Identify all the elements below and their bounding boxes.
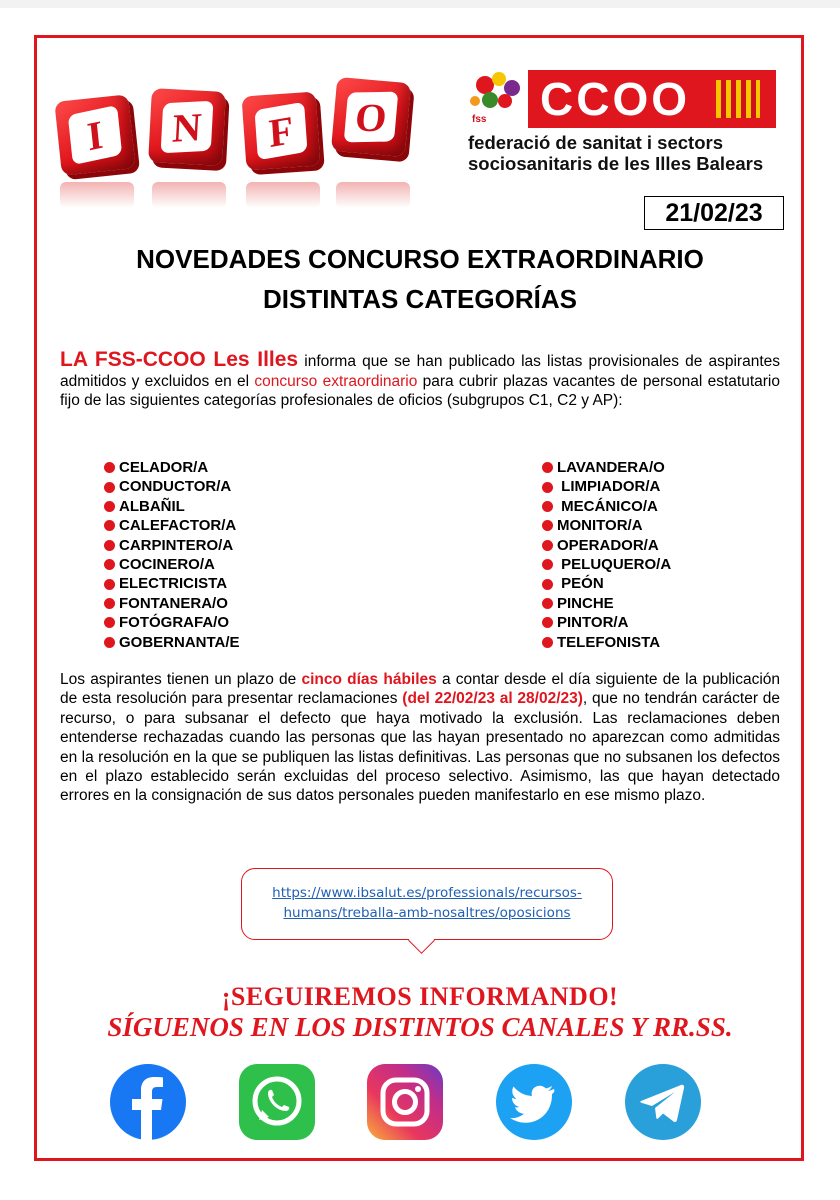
- list-item: [104, 536, 240, 555]
- category-label: LIMPIADOR/A: [557, 478, 661, 496]
- flower-logo-icon: [468, 70, 526, 132]
- notice-text-1: Los aspirantes tienen un plazo de: [60, 671, 302, 688]
- bullet-dot-icon: [104, 617, 115, 628]
- list-item: [542, 477, 671, 496]
- info-die-f: [242, 92, 321, 171]
- ibsalut-link[interactable]: [242, 883, 612, 923]
- intro-paragraph: [60, 350, 780, 411]
- categories-right-list: [542, 458, 671, 652]
- intro-text-2: para cubrir plazas vacantes de personal estatutario fijo de las siguientes categorías profesionales de oficios (subgrupos C1, C2 y AP):: [60, 372, 780, 409]
- bullet-dot-icon: [104, 462, 115, 473]
- balearic-flag-icon: [716, 80, 760, 118]
- list-item: [542, 633, 671, 652]
- org-line-2: sociosanitaris de les Illes Balears: [468, 153, 764, 174]
- list-item: [104, 458, 240, 477]
- category-label: FONTANERA/O: [119, 594, 228, 612]
- list-item: [542, 594, 671, 613]
- facebook-icon[interactable]: [108, 1062, 188, 1142]
- list-item: [542, 497, 671, 516]
- category-label: ALBAÑIL: [119, 497, 185, 515]
- bullet-dot-icon: [542, 482, 553, 493]
- bullet-dot-icon: [104, 520, 115, 531]
- bullet-dot-icon: [104, 598, 115, 609]
- intro-highlight: concurso extraordinario: [254, 372, 418, 390]
- category-label: GOBERNANTA/E: [119, 633, 240, 651]
- category-label: PINCHE: [557, 594, 614, 612]
- category-label: FOTÓGRAFA/O: [119, 614, 229, 632]
- notice-text-3: , que no tendrán carácter de recurso, o para subsanar el defecto que haya motivado la exclusión. Las reclamaciones deben entenderse rechazadas cuando las personas que las hayan presentado no aparezcan como admitidas en la resolución en la que se publiquen las listas definitivas. Las personas que no subsanen los defectos en el plazo establecido serán excluidas del proceso selectivo. Asimismo, las que hayan detectado errores en la consignación de sus datos personales pueden manifestarlo en ese mismo plazo.: [60, 690, 781, 805]
- link-line-2[interactable]: humans/treballa-amb-nosaltres/oposicions: [283, 905, 571, 921]
- slogan-follow-us: SÍGUENOS EN LOS DISTINTOS CANALES Y RR.SS.: [107, 1012, 733, 1042]
- category-label: CELADOR/A: [119, 459, 209, 476]
- organization-name: [468, 132, 763, 174]
- info-die-n: [148, 88, 226, 166]
- bullet-dot-icon: [542, 520, 553, 531]
- bullet-dot-icon: [542, 637, 553, 648]
- whatsapp-icon[interactable]: [237, 1062, 317, 1142]
- bullet-dot-icon: [542, 617, 553, 628]
- list-item: [104, 613, 240, 632]
- list-item: [104, 516, 240, 535]
- notice-deadline: cinco días hábiles: [301, 671, 437, 688]
- notice-dates: (del 22/02/23 al 28/02/23): [402, 690, 583, 708]
- list-item: [104, 497, 240, 516]
- category-label: ELECTRICISTA: [119, 575, 228, 593]
- info-letter: O: [344, 92, 399, 143]
- intro-text-1: informa que se han publicado las listas provisionales de aspirantes admitidos y excluidos en el: [60, 353, 780, 390]
- list-item: [104, 477, 240, 496]
- list-item: [104, 555, 240, 574]
- bullet-dot-icon: [542, 501, 553, 512]
- bullet-dot-icon: [104, 559, 115, 570]
- bullet-dot-icon: [542, 462, 553, 473]
- headline-line-2: DISTINTAS CATEGORÍAS: [263, 284, 577, 314]
- ccoo-logo: [468, 70, 778, 180]
- notice-paragraph: [60, 670, 780, 806]
- category-label: CALEFACTOR/A: [119, 517, 237, 535]
- category-label: PINTOR/A: [557, 614, 629, 632]
- list-item: [104, 574, 240, 593]
- list-item: [542, 516, 671, 535]
- bullet-dot-icon: [104, 540, 115, 551]
- ccoo-wordmark: CCOO: [540, 73, 690, 125]
- link-line-1[interactable]: https://www.ibsalut.es/professionals/recursos-: [272, 885, 582, 901]
- category-label: LAVANDERA/O: [557, 459, 665, 476]
- category-label: OPERADOR/A: [557, 536, 659, 554]
- date-box: 21/02/23: [644, 196, 784, 230]
- list-item: [104, 594, 240, 613]
- info-letter: N: [161, 101, 214, 154]
- info-die-o: [331, 77, 411, 157]
- bullet-dot-icon: [104, 637, 115, 648]
- info-reflection: [60, 182, 420, 208]
- list-item: [104, 633, 240, 652]
- bullet-dot-icon: [104, 579, 115, 590]
- bullet-dot-icon: [542, 579, 553, 590]
- category-label: PEÓN: [557, 575, 604, 593]
- notice-text-2: a contar desde el día siguiente de la publicación de esta resolución para presentar reclamaciones: [60, 671, 780, 708]
- bullet-dot-icon: [542, 598, 553, 609]
- category-label: PELUQUERO/A: [557, 555, 672, 573]
- twitter-icon[interactable]: [494, 1062, 574, 1142]
- category-label: TELEFONISTA: [557, 633, 661, 651]
- org-line-1: federació de sanitat i sectors: [468, 132, 723, 153]
- fss-label: fss: [472, 114, 487, 125]
- info-letter: I: [68, 105, 122, 165]
- list-item: [542, 555, 671, 574]
- bullet-dot-icon: [104, 501, 115, 512]
- intro-lead: LA FSS-CCOO Les Illes: [60, 348, 299, 371]
- instagram-icon[interactable]: [365, 1062, 445, 1142]
- telegram-icon[interactable]: [623, 1062, 703, 1142]
- bullet-dot-icon: [104, 482, 115, 493]
- category-label: COCINERO/A: [119, 555, 215, 573]
- link-callout: [241, 868, 613, 940]
- info-die-i: [54, 94, 135, 175]
- bullet-dot-icon: [542, 540, 553, 551]
- category-label: MONITOR/A: [557, 517, 643, 535]
- list-item: [542, 458, 671, 477]
- list-item: [542, 574, 671, 593]
- slogan-informing: ¡SEGUIREMOS INFORMANDO!: [221, 982, 619, 1011]
- category-label: CONDUCTOR/A: [119, 478, 232, 496]
- list-item: [542, 536, 671, 555]
- category-label: CARPINTERO/A: [119, 536, 234, 554]
- bullet-dot-icon: [542, 559, 553, 570]
- categories-left-list: [104, 458, 240, 652]
- headline-line-1: NOVEDADES CONCURSO EXTRAORDINARIO: [136, 244, 704, 274]
- info-letter: F: [255, 102, 308, 161]
- list-item: [542, 613, 671, 632]
- category-label: MECÁNICO/A: [557, 497, 658, 515]
